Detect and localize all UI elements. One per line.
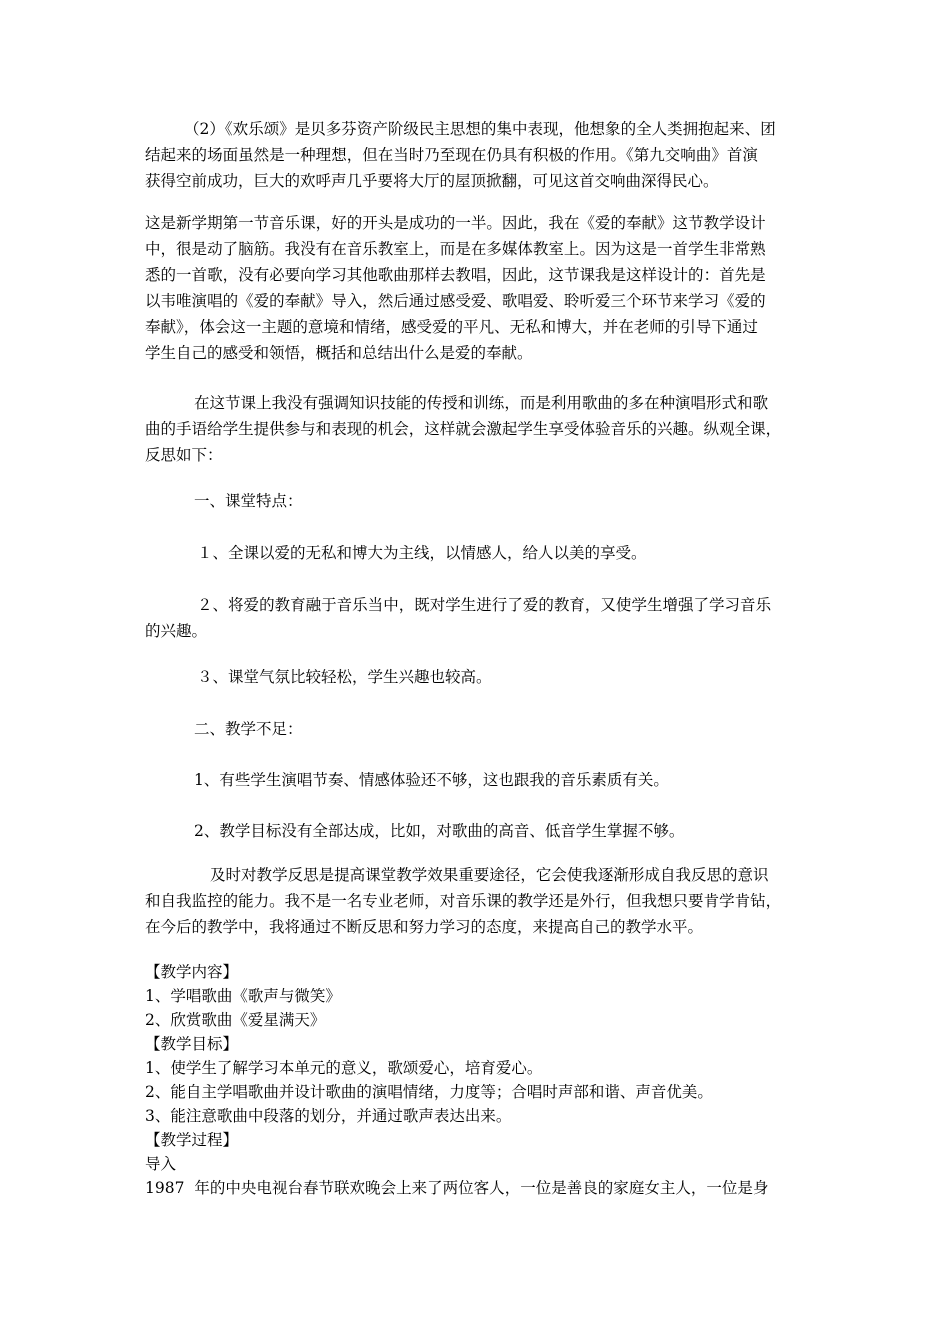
text-line: 结起来的场面虽然是一种理想，但在当时乃至现在仍具有积极的作用。《第九交响曲》首演	[145, 146, 758, 164]
text-line: 在今后的教学中，我将通过不断反思和努力学习的态度，来提高自己的教学水平。	[145, 918, 704, 936]
lesson-heading-process: 【教学过程】	[145, 1131, 239, 1149]
paragraph-ode-to-joy	[145, 116, 807, 194]
paragraph-conclusion	[145, 862, 807, 940]
section-heading-shortcomings: 二、教学不足：	[194, 720, 303, 738]
text-line: 和自我监控的能力。我不是一名专业老师，对音乐课的教学还是外行，但我想只要肯学肯钻，	[145, 892, 782, 910]
list-item: 2、能自主学唱歌曲并设计歌曲的演唱情绪，力度等；合唱时声部和谐、声音优美。	[145, 1083, 713, 1101]
text-line: （2）《欢乐颂》是贝多芬资产阶级民主思想的集中表现，他想象的全人类拥抱起来、团	[184, 120, 776, 138]
list-item: 3、能注意歌曲中段落的划分，并通过歌声表达出来。	[145, 1107, 512, 1125]
list-item: 2、欣赏歌曲《爱星满天》	[145, 1011, 326, 1029]
list-item: 1、学唱歌曲《歌声与微笑》	[145, 987, 341, 1005]
text-line: 获得空前成功，巨大的欢呼声几乎要将大厅的屋顶掀翻，可见这首交响曲深得民心。	[145, 172, 719, 190]
text-line: 在这节课上我没有强调知识技能的传授和训练，而是利用歌曲的多在种演唱形式和歌	[194, 394, 769, 412]
paragraph-lesson-design	[145, 210, 807, 366]
list-item: 1、使学生了解学习本单元的意义，歌颂爱心，培育爱心。	[145, 1059, 543, 1077]
shortcoming-item-2: 2、教学目标没有全部达成，比如，对歌曲的高音、低音学生掌握不够。	[194, 822, 685, 840]
text-line: ２、将爱的教育融于音乐当中，既对学生进行了爱的教育，又使学生增强了学习音乐	[197, 596, 772, 614]
lesson-subheading-intro: 导入	[145, 1155, 177, 1173]
lesson-plan	[145, 960, 807, 1200]
shortcoming-item-1: 1、有些学生演唱节奏、情感体验还不够，这也跟我的音乐素质有关。	[194, 771, 669, 789]
feature-item-2	[145, 592, 807, 644]
lesson-heading-goals: 【教学目标】	[145, 1035, 239, 1053]
section-heading-features: 一、课堂特点：	[194, 492, 303, 510]
text-line: 这是新学期第一节音乐课，好的开头是成功的一半。因此，我在《爱的奉献》这节教学设计	[145, 214, 766, 232]
feature-item-3: ３、课堂气氛比较轻松，学生兴趣也较高。	[197, 668, 492, 686]
lesson-heading-content: 【教学内容】	[145, 963, 239, 981]
text-line: 以韦唯演唱的《爱的奉献》导入，然后通过感受爱、歌唱爱、聆听爱三个环节来学习《爱的	[145, 292, 766, 310]
text-line: 及时对教学反思是提高课堂教学效果重要途径，它会使我逐渐形成自我反思的意识	[210, 866, 769, 884]
feature-item-1: １、全课以爱的无私和博大为主线，以情感人，给人以美的享受。	[197, 544, 647, 562]
text-line: 的兴趣。	[145, 622, 208, 640]
paragraph-reflection-intro	[145, 390, 807, 468]
text-line: 反思如下：	[145, 446, 223, 464]
text-line: 悉的一首歌，没有必要向学习其他歌曲那样去教唱，因此，这节课我是这样设计的：首先是	[145, 266, 766, 284]
text-line: 中，很是动了脑筋。我没有在音乐教室上，而是在多媒体教室上。因为这是一首学生非常熟	[145, 240, 766, 258]
text-line: 奉献》，体会这一主题的意境和情绪，感受爱的平凡、无私和博大，并在老师的引导下通过	[145, 318, 758, 336]
text-line: 学生自己的感受和领悟，概括和总结出什么是爱的奉献。	[145, 344, 533, 362]
text-line: 曲的手语给学生提供参与和表现的机会，这样就会激起学生享受体验音乐的兴趣。纵观全课，	[145, 420, 782, 438]
text-line: 1987 年的中央电视台春节联欢晚会上来了两位客人，一位是善良的家庭女主人，一位是身	[145, 1179, 769, 1197]
